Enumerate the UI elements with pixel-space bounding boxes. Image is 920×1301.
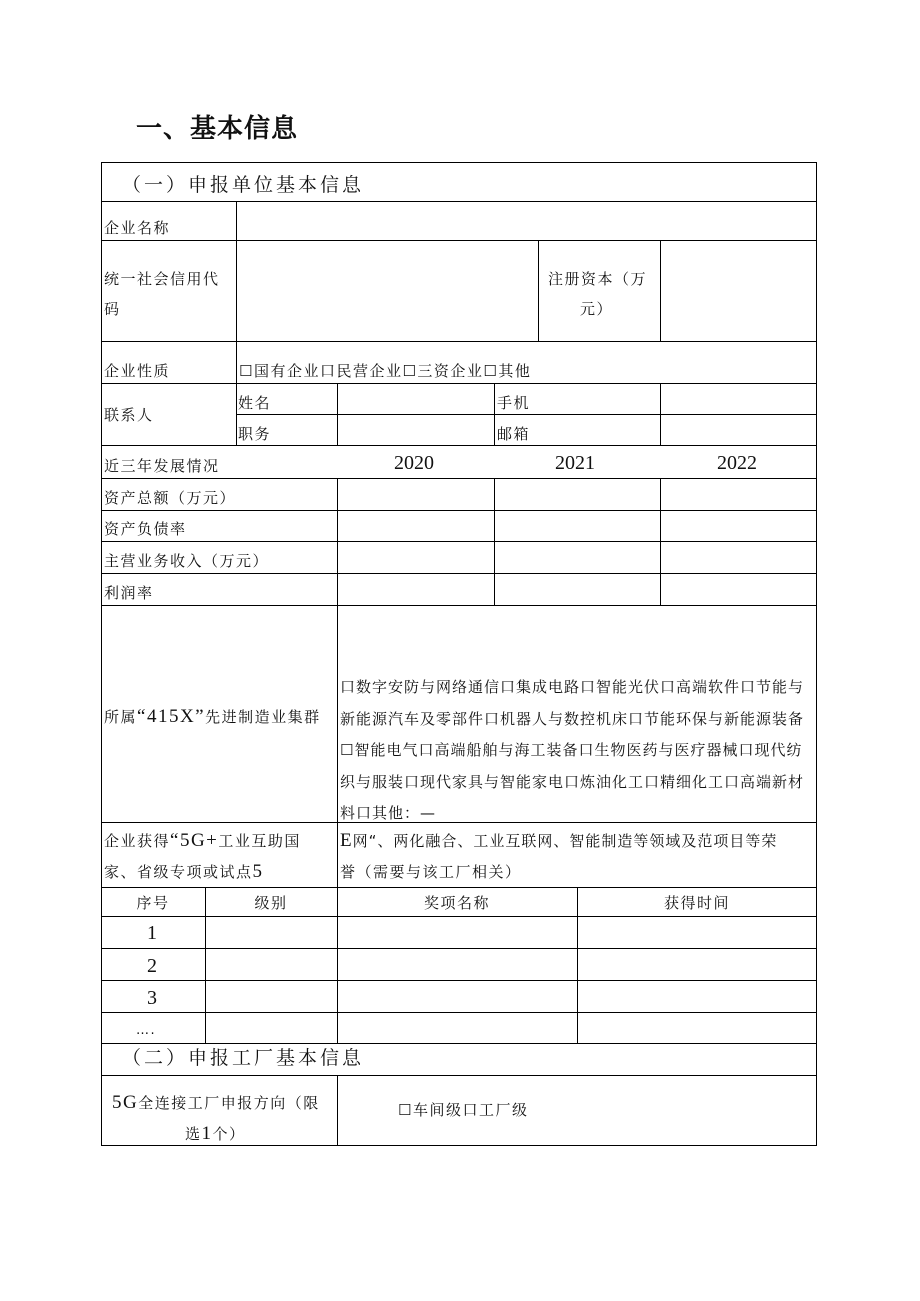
col-line [538,240,539,341]
row-line [101,201,817,202]
honor-text-b: 网“、两化融合、工业互联网、智能制造等领域及范项目等荣 [352,832,778,850]
row-line [101,887,817,888]
award-header-index: 序号 [136,894,170,912]
row-line [101,916,817,917]
row-line [101,948,817,949]
row-line [101,541,817,542]
development-label: 近三年发展情况 [104,457,220,475]
metric-revenue: 主营业务收入（万元） [104,552,270,570]
cluster-label [104,706,321,728]
cluster-label-b: “415X” [137,706,206,727]
section-title: （一）申报单位基本信息 [122,174,365,196]
col-line [660,240,661,341]
honor-text-a: E [340,830,353,851]
email-label: 邮箱 [497,425,531,443]
registered-capital-label-cont: 元） [580,300,614,318]
honor-label-e: 5 [252,861,264,882]
metric-total-assets: 资产总额（万元） [104,489,237,507]
contact-label: 联系人 [104,406,154,424]
col-line [236,201,237,445]
direction-label-e: 个） [212,1125,246,1143]
col-line [337,383,338,445]
credit-code-label: 统一社会信用代 [104,270,220,288]
row-line [236,414,817,415]
row-line [101,341,817,342]
company-name-label: 企业名称 [104,219,171,237]
year-2022: 2022 [717,452,757,474]
honor-label-cont [104,861,264,883]
award-header-name: 奖项名称 [423,894,490,912]
award-row-index: 3 [147,987,159,1009]
honor-label-b: “5G+ [170,830,219,851]
col-line [660,383,661,445]
direction-options[interactable]: ☐车间级口工厂级 [398,1101,529,1119]
col-line [494,383,495,445]
honor-label-c: 工业互助国 [218,832,301,850]
direction-label [112,1092,320,1114]
direction-label-b: 全连接工厂申报方向（限 [138,1094,320,1112]
metric-debt-ratio: 资产负债率 [104,520,187,538]
name-label: 姓名 [238,394,272,412]
award-row-index: …. [136,1023,157,1038]
honor-description-cont: 誉（需要与该工厂相关） [340,863,522,881]
company-nature-label: 企业性质 [104,362,171,380]
registered-capital-label: 注册资本（万 [548,270,648,288]
page-heading: 一、基本信息 [136,114,299,144]
cluster-label-c: 先进制造业集群 [205,708,321,726]
row-line [101,980,817,981]
row-line [101,510,817,511]
award-row-index: 1 [147,922,159,944]
row-line [101,478,817,479]
row-line [101,1012,817,1013]
direction-label-d: 1 [201,1123,213,1144]
honor-label-a: 企业获得 [104,832,171,850]
section-title: （二）申报工厂基本信息 [122,1047,365,1069]
row-line [101,445,817,446]
award-header-time: 获得时间 [663,894,730,912]
year-2021: 2021 [555,452,595,474]
position-label: 职务 [238,425,272,443]
direction-label-c: 选 [185,1125,202,1143]
row-line [101,1043,817,1044]
phone-label: 手机 [497,394,531,412]
award-header-level: 级别 [254,894,288,912]
row-line [101,1075,817,1076]
honor-label-d: 家、省级专项或试点 [104,863,253,881]
col-line [337,478,338,605]
year-2020: 2020 [394,452,434,474]
row-line [101,605,817,606]
col-line [660,478,661,605]
row-line [101,383,817,384]
col-line [494,478,495,605]
cluster-options[interactable]: 口数字安防与网络通信口集成电路口智能光伏口高端软件口节能与新能源汽车及零部件口机器人与数控机床口节能环保与新能源装备☐智能电气口高端船舶与海工装备口生物医药与医疗器械口现代纺织与服装口现代家具与智能家电口炼油化工口精细化工口高端新材料口其他：— [340,678,805,822]
row-line [101,240,817,241]
company-nature-options[interactable]: ☐国有企业口民营企业☐三资企业☐其他 [239,362,532,380]
info-table [101,162,817,1146]
direction-label-a: 5G [112,1092,139,1113]
honor-label [104,830,301,852]
award-row-index: 2 [147,955,159,977]
metric-profit-rate: 利润率 [104,584,154,602]
direction-label-cont [185,1123,246,1145]
col-line [337,605,338,887]
honor-description [340,830,777,852]
credit-code-label-cont: 码 [104,300,121,318]
cluster-label-a: 所属 [104,708,138,726]
col-line [337,1075,338,1146]
row-line [101,573,817,574]
